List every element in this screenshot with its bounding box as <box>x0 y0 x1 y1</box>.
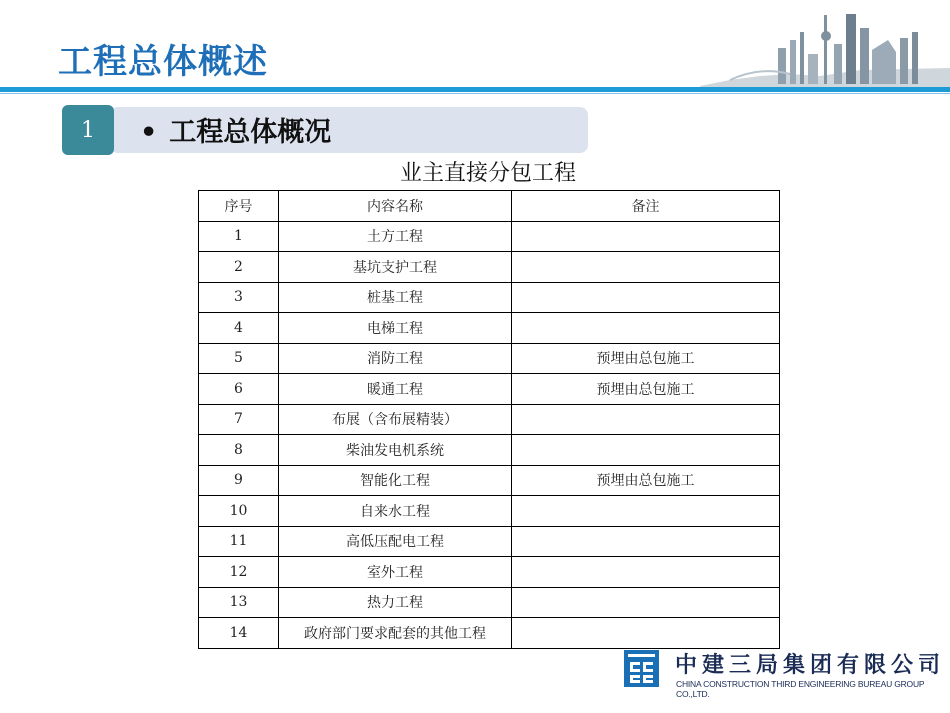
header-divider <box>0 87 950 92</box>
cell-name: 柴油发电机系统 <box>279 435 512 466</box>
cell-index: 13 <box>199 587 279 618</box>
table-row <box>199 313 780 344</box>
cell-name: 暖通工程 <box>279 374 512 405</box>
cell-index: 11 <box>199 526 279 557</box>
company-name-en: CHINA CONSTRUCTION THIRD ENGINEERING BUREAU GROUP CO.,LTD. <box>676 679 925 699</box>
cell-index: 9 <box>199 465 279 496</box>
table-row <box>199 496 780 527</box>
cell-remark <box>512 526 780 557</box>
cell-remark <box>512 618 780 649</box>
cell-index: 6 <box>199 374 279 405</box>
table-row <box>199 435 780 466</box>
column-header-name: 内容名称 <box>279 191 512 222</box>
bullet: • <box>140 117 158 148</box>
table-row <box>199 557 780 588</box>
cell-remark <box>512 313 780 344</box>
cell-remark <box>512 587 780 618</box>
cell-name: 政府部门要求配套的其他工程 <box>279 618 512 649</box>
cell-name: 桩基工程 <box>279 282 512 313</box>
cscec-logo-icon <box>624 650 659 687</box>
cell-index: 1 <box>199 221 279 252</box>
table-row <box>199 587 780 618</box>
cell-index: 2 <box>199 252 279 283</box>
cell-index: 10 <box>199 496 279 527</box>
table-caption: 业主直接分包工程 <box>399 161 576 186</box>
cell-index: 7 <box>199 404 279 435</box>
table-row <box>199 404 780 435</box>
table-header-row <box>199 191 780 222</box>
cell-remark <box>512 496 780 527</box>
cell-remark: 预埋由总包施工 <box>512 374 780 405</box>
company-name-cn: 中建三局集团有限公司 <box>675 653 946 678</box>
section-number-badge: 1 <box>62 105 114 155</box>
cell-index: 12 <box>199 557 279 588</box>
table-row <box>199 374 780 405</box>
cell-index: 8 <box>199 435 279 466</box>
cell-name: 消防工程 <box>279 343 512 374</box>
table-row <box>199 221 780 252</box>
table-row <box>199 465 780 496</box>
table-row <box>199 343 780 374</box>
section-title: 工程总体概况 <box>169 117 332 148</box>
cell-name: 智能化工程 <box>279 465 512 496</box>
cell-name: 布展（含布展精装） <box>279 404 512 435</box>
cell-name: 室外工程 <box>279 557 512 588</box>
section-heading <box>140 110 331 149</box>
cell-index: 14 <box>199 618 279 649</box>
page-title: 工程总体概述 <box>58 42 268 82</box>
cell-name: 自来水工程 <box>279 496 512 527</box>
cell-remark <box>512 435 780 466</box>
cell-name: 高低压配电工程 <box>279 526 512 557</box>
cell-index: 5 <box>199 343 279 374</box>
column-header-index: 序号 <box>199 191 279 222</box>
cell-name: 基坑支护工程 <box>279 252 512 283</box>
table-row <box>199 282 780 313</box>
table-row <box>199 526 780 557</box>
column-header-remark: 备注 <box>512 191 780 222</box>
cell-remark: 预埋由总包施工 <box>512 465 780 496</box>
cell-remark <box>512 282 780 313</box>
cell-remark <box>512 221 780 252</box>
cell-index: 4 <box>199 313 279 344</box>
cell-remark <box>512 404 780 435</box>
cell-remark <box>512 252 780 283</box>
cell-remark: 预埋由总包施工 <box>512 343 780 374</box>
cell-name: 土方工程 <box>279 221 512 252</box>
cell-name: 热力工程 <box>279 587 512 618</box>
cell-name: 电梯工程 <box>279 313 512 344</box>
table-row <box>199 252 780 283</box>
table-row <box>199 618 780 649</box>
cell-remark <box>512 557 780 588</box>
header-divider-thin <box>0 93 950 94</box>
city-skyline-icon <box>700 10 950 88</box>
subcontract-table <box>198 190 780 649</box>
cell-index: 3 <box>199 282 279 313</box>
